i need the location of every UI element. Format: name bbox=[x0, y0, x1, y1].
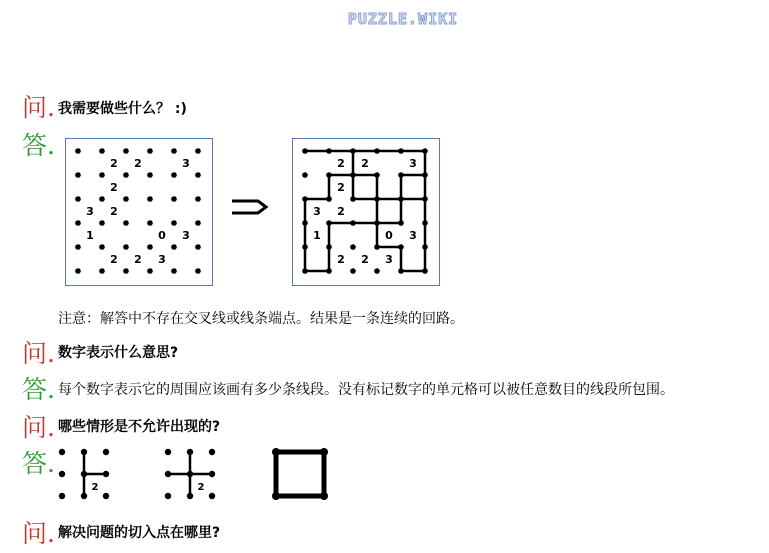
solution-dot bbox=[374, 148, 380, 154]
puzzle-dot bbox=[195, 220, 201, 226]
puzzle-dot bbox=[195, 244, 201, 250]
solution-dot bbox=[398, 268, 404, 274]
puzzle-clue: 2 bbox=[110, 205, 118, 218]
solution-dot bbox=[398, 172, 404, 178]
puzzle-dot bbox=[123, 172, 129, 178]
answer-marker-3: 答. bbox=[22, 449, 55, 478]
puzzle-dot bbox=[147, 148, 153, 154]
solution-dot bbox=[302, 148, 308, 154]
solution-dot bbox=[422, 244, 428, 250]
puzzle-dot bbox=[171, 196, 177, 202]
puzzle-dot bbox=[147, 196, 153, 202]
puzzle-dot bbox=[147, 268, 153, 274]
rule-note: 注意：解答中不存在交叉线或线条端点。结果是一条连续的回路。 bbox=[58, 311, 464, 327]
solution-dot bbox=[350, 268, 356, 274]
puzzle-dot bbox=[75, 244, 81, 250]
puzzle-clue: 2 bbox=[134, 157, 142, 170]
puzzle-dot bbox=[123, 244, 129, 250]
solution-dot bbox=[350, 244, 356, 250]
solution-clue: 2 bbox=[361, 253, 369, 266]
question-text-1: 我需要做些什么？ :) bbox=[58, 101, 187, 117]
puzzle-dot bbox=[123, 148, 129, 154]
solution-dot bbox=[374, 268, 380, 274]
puzzle-clue: 2 bbox=[110, 157, 118, 170]
puzzle-clue: 1 bbox=[86, 229, 94, 242]
puzzle-dot bbox=[75, 196, 81, 202]
puzzle-dot bbox=[99, 244, 105, 250]
puzzle-clue: 2 bbox=[110, 253, 118, 266]
solution-dot bbox=[302, 196, 308, 202]
implies-arrow-icon bbox=[230, 196, 270, 218]
puzzle-dot bbox=[171, 268, 177, 274]
solution-clue: 1 bbox=[313, 229, 321, 242]
solution-dot bbox=[302, 172, 308, 178]
solution-dot bbox=[422, 220, 428, 226]
solution-dot bbox=[422, 148, 428, 154]
solution-dot bbox=[326, 244, 332, 250]
forbidden-crossing-clue: 2 bbox=[197, 482, 205, 493]
puzzle-dot bbox=[75, 220, 81, 226]
solution-clue: 2 bbox=[337, 205, 345, 218]
answer-text-2: 每个数字表示它的周围应该画有多少条线段。没有标记数字的单元格可以被任意数目的线段所包围。 bbox=[58, 382, 674, 398]
solution-dot bbox=[350, 196, 356, 202]
solution-dot bbox=[326, 268, 332, 274]
puzzle-clue: 2 bbox=[134, 253, 142, 266]
puzzle-dot bbox=[147, 172, 153, 178]
solution-dot bbox=[302, 244, 308, 250]
puzzle-dot bbox=[123, 268, 129, 274]
puzzle-dot bbox=[99, 148, 105, 154]
question-text-4: 解决问题的切入点在哪里? bbox=[58, 525, 221, 541]
solution-clue: 3 bbox=[409, 229, 417, 242]
puzzle-dot bbox=[75, 172, 81, 178]
puzzle-dot bbox=[171, 148, 177, 154]
solution-dot bbox=[350, 172, 356, 178]
puzzle-clue: 3 bbox=[158, 253, 166, 266]
question-marker-4: 问. bbox=[22, 519, 55, 548]
solution-dot bbox=[398, 148, 404, 154]
solution-dot bbox=[422, 268, 428, 274]
forbidden-separate-loop bbox=[270, 446, 332, 504]
solution-dot bbox=[398, 220, 404, 226]
puzzle-grid bbox=[66, 139, 212, 285]
puzzle-dot bbox=[171, 172, 177, 178]
solution-clue: 3 bbox=[385, 253, 393, 266]
puzzle-panel bbox=[65, 138, 213, 286]
solution-clue: 3 bbox=[409, 157, 417, 170]
question-text-3: 哪些情形是不允许出现的? bbox=[58, 419, 221, 435]
answer-marker-2: 答. bbox=[22, 375, 55, 404]
solution-clue: 2 bbox=[337, 181, 345, 194]
puzzle-dot bbox=[147, 220, 153, 226]
solution-dot bbox=[350, 148, 356, 154]
puzzle-clue: 3 bbox=[86, 205, 94, 218]
puzzle-dot bbox=[99, 172, 105, 178]
puzzle-clue: 0 bbox=[158, 229, 166, 242]
puzzle-dot bbox=[171, 244, 177, 250]
solution-dot bbox=[422, 172, 428, 178]
solution-dot bbox=[422, 196, 428, 202]
forbidden-line-end-clue: 2 bbox=[91, 482, 99, 493]
puzzle-dot bbox=[75, 268, 81, 274]
solution-dot bbox=[326, 148, 332, 154]
question-marker-2: 问. bbox=[22, 339, 55, 368]
solution-dot bbox=[326, 172, 332, 178]
forbidden-crossing bbox=[162, 446, 224, 504]
question-marker-3: 问. bbox=[22, 413, 55, 442]
puzzle-dot bbox=[123, 196, 129, 202]
solution-dot bbox=[374, 196, 380, 202]
solution-panel bbox=[292, 138, 440, 286]
puzzle-dot bbox=[195, 268, 201, 274]
puzzle-dot bbox=[195, 172, 201, 178]
puzzle-dot bbox=[99, 196, 105, 202]
solution-dot bbox=[302, 268, 308, 274]
solution-dot bbox=[302, 220, 308, 226]
solution-clue: 2 bbox=[337, 253, 345, 266]
solution-dot bbox=[398, 196, 404, 202]
puzzle-logo: PUZZLE.WIKI bbox=[347, 10, 459, 28]
solution-dot bbox=[350, 220, 356, 226]
solution-grid bbox=[293, 139, 439, 285]
puzzle-dot bbox=[147, 244, 153, 250]
solution-dot bbox=[374, 172, 380, 178]
puzzle-clue: 2 bbox=[110, 181, 118, 194]
question-text-2: 数字表示什么意思? bbox=[58, 345, 179, 361]
solution-dot bbox=[398, 244, 404, 250]
puzzle-dot bbox=[99, 220, 105, 226]
solution-clue: 2 bbox=[361, 157, 369, 170]
solution-dot bbox=[374, 220, 380, 226]
puzzle-dot bbox=[171, 220, 177, 226]
question-marker-1: 问. bbox=[22, 93, 55, 122]
puzzle-dot bbox=[99, 268, 105, 274]
solution-dot bbox=[326, 196, 332, 202]
puzzle-dot bbox=[195, 196, 201, 202]
solution-clue: 2 bbox=[337, 157, 345, 170]
solution-clue: 0 bbox=[385, 229, 393, 242]
forbidden-line-end bbox=[56, 446, 118, 504]
answer-marker-1: 答. bbox=[22, 131, 55, 160]
puzzle-dot bbox=[195, 148, 201, 154]
puzzle-clue: 3 bbox=[182, 229, 190, 242]
puzzle-dot bbox=[123, 220, 129, 226]
solution-dot bbox=[326, 220, 332, 226]
solution-dot bbox=[374, 244, 380, 250]
puzzle-dot bbox=[75, 148, 81, 154]
solution-clue: 3 bbox=[313, 205, 321, 218]
puzzle-clue: 3 bbox=[182, 157, 190, 170]
